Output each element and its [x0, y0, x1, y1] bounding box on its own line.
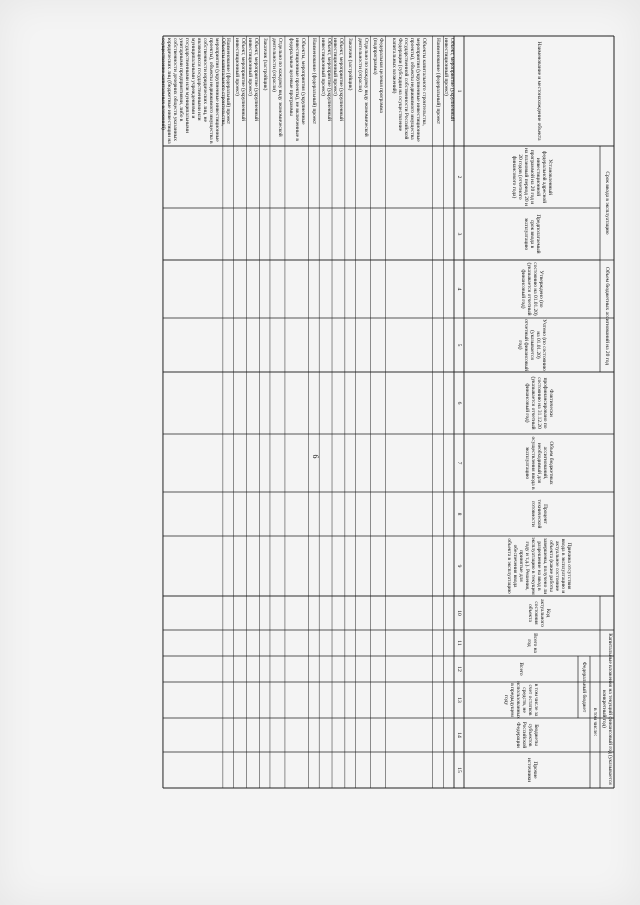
header-federal-unused: в том числе за счет остатков средств, не использованных в предыдущем году — [503, 681, 539, 719]
table-row-label: Объект, мероприятие (укрупненный инвестиционный проект) — [234, 38, 246, 121]
table-row-label: Заказчик (застройщик) — [347, 38, 354, 91]
table-row-label: Объект, мероприятие (укрупненный инвестиционный проект) — [332, 38, 345, 121]
column-number: 14 — [456, 732, 462, 738]
header-readiness: Процент технической готовности — [530, 499, 548, 529]
column-number: 13 — [456, 697, 462, 703]
table-row-label: Наименование (федеральный) проект — [310, 38, 317, 125]
column-number: 4 — [456, 287, 462, 291]
page-number: 9 — [311, 454, 321, 459]
table-row-label: Наименование (федеральный) проект — [225, 38, 232, 125]
header-regional-budgets: Бюджеты субъектов Российской Федерации — [515, 721, 539, 749]
column-number: 7 — [456, 461, 462, 465]
header-federal-total: Всего — [518, 662, 524, 676]
header-name-location: Наименование и местонахождение объекта — [536, 41, 542, 141]
header-approved: Утверждено (по состоянию на 01.01.20) (указывается отчетный финансовый год) — [520, 262, 544, 316]
table-row-label: Отдельно по каждому виду экономической деятельности (отрасли) — [271, 38, 284, 137]
table-row-label: Наименование (федеральный) проект — [434, 38, 441, 125]
table-row-label: Отдельно по каждому виду экономической деятельности (отрасли) — [357, 38, 370, 137]
table-row-label: Объекты капитального строительства, мероприятия (укрупненные инвестиционные проекты), объекты недвижимого имущества в собственности юридических лиц, не являющихся государственными или муниципальными учреждениями и государственными или муниципальными унитарными предприятиями, либо в собственности дочерних обществ указанных юридических лиц (бюджетные инвестиции на осуществление капитальных вложений) — [159, 38, 226, 144]
column-number: 15 — [456, 767, 462, 773]
column-number: 6 — [456, 401, 462, 405]
header-group-commissioning: Срок ввода в эксплуатацию — [604, 171, 610, 235]
table-row-label: Объект, мероприятие (укрупненный инвестиционный проект) — [442, 38, 455, 121]
header-group-investments: Капитальные вложения на текущий финансовый год (указывается конкретный год) — [601, 633, 613, 785]
header-expected-term: Предполагаемый срок ввода в эксплуатацию — [523, 214, 541, 254]
rotated-table — [112, 36, 614, 788]
column-number: 11 — [456, 640, 462, 646]
table-row-label: Федеральная целевая программа (подпрограмма) — [372, 38, 385, 113]
header-group-including: в том числе: — [592, 707, 598, 737]
header-actual-financing: Фактически профинансировано по состоянию на 31.12.20 (указывается отчетный финансовый год) — [524, 376, 554, 430]
column-number: 5 — [456, 343, 462, 347]
column-number: 10 — [456, 610, 462, 616]
column-number: 9 — [456, 564, 462, 568]
header-established-term: Установленный федеральной адресной инвестиционной программой на 20 год и на плановый период 20 и 20 годов (отчетного финансового года) — [511, 148, 553, 206]
header-reason: Причина отсутствия ввода в эксплуатацию и актуальное состояние объекта (какие работы завершены, получено ли разрешение на ввод в эксплуатацию в текущем году и т.д.). Решения, принятые для обеспечения ввода объекта в эксплуатацию — [506, 537, 572, 595]
table-row-label: Объект, мероприятие (укрупненный инвестиционный проект) — [246, 38, 259, 121]
header-other-sources: Прочие источники — [526, 757, 538, 783]
table-row-label: Объект, мероприятие (укрупненный инвестиционный проект) — [319, 38, 332, 121]
table-row-label: Объекты, мероприятия (укрупненные инвестиционные проекты), не включенные в федеральные целевые программы — [287, 38, 306, 141]
column-number: 8 — [456, 512, 462, 516]
header-group-budget: Объем бюджетных ассигнований на 20 год — [604, 266, 610, 366]
column-number: 12 — [456, 666, 462, 672]
table-row-label: Объекты капитального строительства, мероприятия (укрупненные инвестиционные проекты), объекты недвижимого имущества государственной собственности Российской Федерации (субсидии на осуществление капитальных вложений) — [391, 38, 428, 142]
header-volume-needed: Объем бюджетных ассигнований, необходимый для осуществления ввода в эксплуатацию — [524, 436, 554, 490]
table-row-label: Заказчик (застройщик) — [261, 38, 268, 91]
column-number: 2 — [456, 175, 462, 179]
header-total-year: Всего на год — [526, 633, 538, 653]
column-number: 1 — [456, 89, 462, 93]
header-state-code: Код актуального состояния объекта — [527, 599, 551, 627]
column-number: 3 — [456, 232, 462, 236]
header-group-federal: Федеральный бюджет — [581, 661, 587, 713]
header-accounted: Учтено (по состоянию на 01.01.20) (указывается отчетный финансовый год) — [517, 319, 547, 371]
